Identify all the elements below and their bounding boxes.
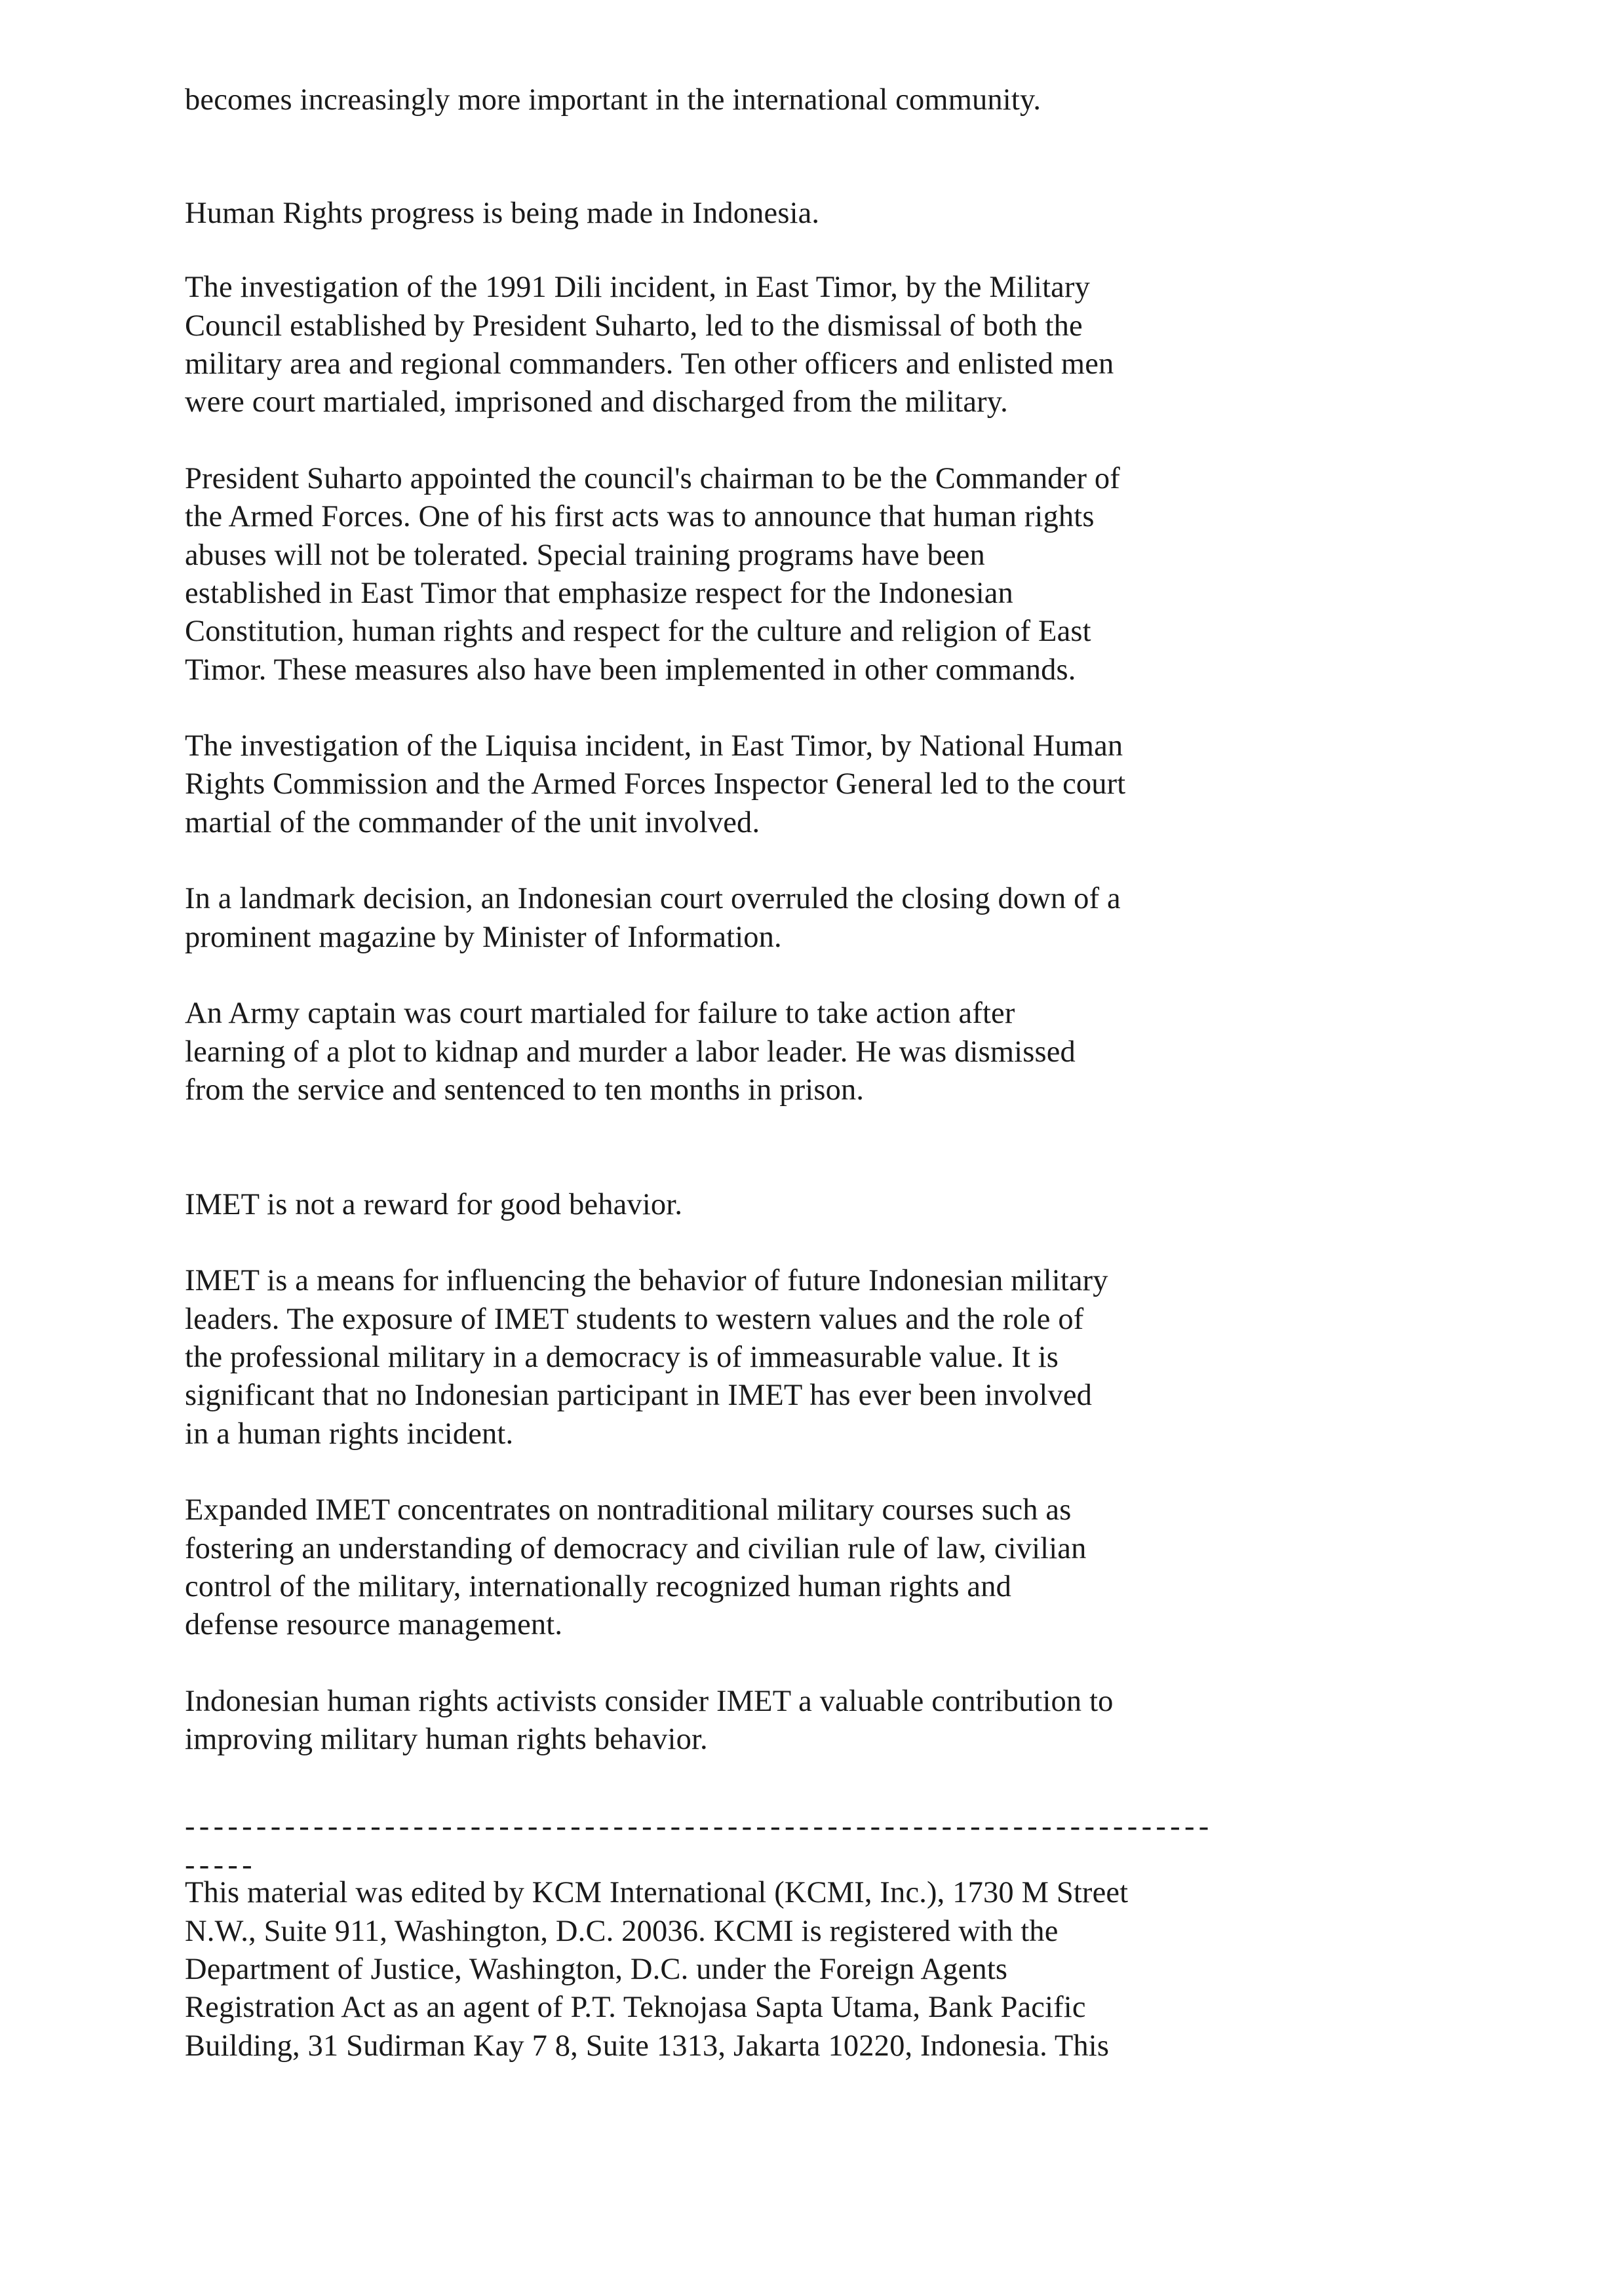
paragraph-line: Council established by President Suharto, led to the dismissal of both the [185,309,1083,343]
footnote-line: Building, 31 Sudirman Kay 7 8, Suite 1313, Jakarta 10220, Indonesia. This [185,2029,1110,2063]
paragraph-line: In a landmark decision, an Indonesian court overruled the closing down of a [185,882,1121,915]
paragraph-line: IMET is not a reward for good behavior. [185,1188,683,1221]
paragraph-line: from the service and sentenced to ten months in prison. [185,1073,865,1107]
paragraph-line: improving military human rights behavior. [185,1723,708,1756]
footnote-line: Registration Act as an agent of P.T. Teknojasa Sapta Utama, Bank Pacific [185,1991,1086,2024]
footnote-line: This material was edited by KCM International (KCMI, Inc.), 1730 M Street [185,1876,1129,1909]
paragraph-line: Indonesian human rights activists consider IMET a valuable contribution to [185,1685,1114,1718]
paragraph-line: fostering an understanding of democracy and civilian rule of law, civilian [185,1532,1087,1565]
paragraph-line: IMET is a means for influencing the behavior of future Indonesian military [185,1264,1108,1297]
paragraph-line: Human Rights progress is being made in Indonesia. [185,197,820,230]
paragraph-line: established in East Timor that emphasize respect for the Indonesian [185,577,1013,610]
separator-line: ------------------------------------------------------------------------ [185,1810,1213,1843]
paragraph-line: Constitution, human rights and respect for the culture and religion of East [185,615,1091,648]
paragraph-line: the Armed Forces. One of his first acts was to announce that human rights [185,500,1095,533]
paragraph-line: President Suharto appointed the council's chairman to be the Commander of [185,462,1120,495]
paragraph-line: Expanded IMET concentrates on nontraditional military courses such as [185,1493,1072,1527]
paragraph-line: An Army captain was court martialed for failure to take action after [185,997,1015,1030]
footnote-line: Department of Justice, Washington, D.C. under the Foreign Agents [185,1953,1008,1986]
footnote-line: N.W., Suite 911, Washington, D.C. 20036. KCMI is registered with the [185,1915,1059,1948]
paragraph-line: defense resource management. [185,1608,563,1641]
paragraph-line: becomes increasingly more important in the international community. [185,83,1041,117]
paragraph-line: learning of a plot to kidnap and murder a labor leader. He was dismissed [185,1035,1076,1069]
paragraph-line: The investigation of the 1991 Dili incident, in East Timor, by the Military [185,271,1091,304]
paragraph-line: control of the military, internationally recognized human rights and [185,1570,1012,1603]
paragraph-line: in a human rights incident. [185,1417,514,1451]
separator-line-short: ----- [185,1848,256,1882]
paragraph-line: prominent magazine by Minister of Information. [185,921,782,954]
paragraph-line: abuses will not be tolerated. Special training programs have been [185,539,985,572]
paragraph-line: significant that no Indonesian participant in IMET has ever been involved [185,1379,1093,1412]
paragraph-line: Rights Commission and the Armed Forces Inspector General led to the court [185,767,1126,801]
paragraph-line: military area and regional commanders. Ten other officers and enlisted men [185,347,1114,381]
paragraph-line: the professional military in a democracy is of immeasurable value. It is [185,1341,1059,1374]
paragraph-line: were court martialed, imprisoned and discharged from the military. [185,385,1008,419]
paragraph-line: The investigation of the Liquisa incident, in East Timor, by National Human [185,729,1123,763]
paragraph-line: leaders. The exposure of IMET students to western values and the role of [185,1303,1084,1336]
paragraph-line: martial of the commander of the unit involved. [185,806,760,839]
paragraph-line: Timor. These measures also have been implemented in other commands. [185,653,1076,687]
